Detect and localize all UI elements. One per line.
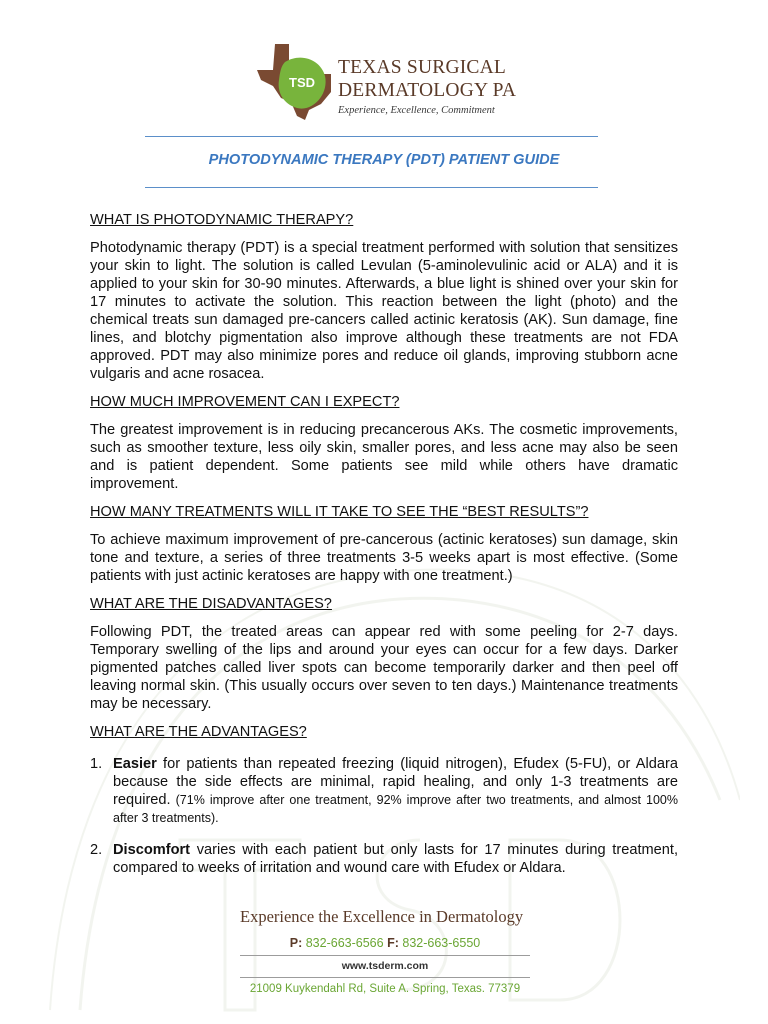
footer-address: 21009 Kuykendahl Rd, Suite A. Spring, Texas. 77379 [249,983,521,995]
phone-number: 832-663-6566 [305,936,384,950]
section-heading: WHAT ARE THE ADVANTAGES? [90,724,307,740]
title-rule-bottom [145,187,598,188]
section-what-is-pdt [90,211,678,383]
document-title: PHOTODYNAMIC THERAPY (PDT) PATIENT GUIDE [208,152,560,168]
list-item-number: 1. [90,756,103,772]
section-heading: WHAT ARE THE DISADVANTAGES? [90,596,332,612]
footer-website[interactable]: www.tsderm.com [341,960,429,972]
list-item-lead: Discomfort [113,842,191,858]
fax-label: F: [387,936,399,950]
list-item-note: (71% improve after one treatment, 92% improve after two treatments, and almost 100% after 3 treatments). [113,793,678,825]
list-item-lead: Easier [113,756,157,772]
phone-label: P: [289,936,303,950]
section-disadvantages [90,595,678,713]
section-heading: WHAT IS PHOTODYNAMIC THERAPY? [90,212,354,228]
fax-number: 832-663-6550 [402,936,481,950]
list-item [90,841,678,877]
list-item-number: 2. [90,842,103,858]
section-paragraph: Following PDT, the treated areas can appear red with some peeling for 2-7 days. Temporary swelling of the lips and around your eyes can occur for a few days. Darker pigmented patches called liver spots can become temporarily darker and then peel off leaving normal skin. (This usually occurs over seven to ten days.) Maintenance treatments may be necessary. [90,624,678,712]
section-paragraph: Photodynamic therapy (PDT) is a special treatment performed with solution that sensitizes your skin to light. The solution is called Levulan (5-aminolevulinic acid or ALA) and it is applied to your skin for 30-90 minutes. Afterwards, a blue light is shined over your skin for 17 minutes to activate the solution. This reaction between the light (photo) and the chemical treats sun damaged pre-cancers called actinic keratosis (AK). Sun damage, fine lines, and blotchy pigmentation also improve although these treatments are not FDA approved. PDT may also minimize pores and reduce oil glands, improving stubborn acne vulgaris and acne rosacea. [90,240,678,382]
list-item-text: varies with each patient but only lasts for 17 minutes during treatment, compared to weeks of irritation and wound care with Efudex or Aldara. [113,842,678,876]
footer-contact-numbers [240,934,530,952]
list-item [90,755,678,827]
list-item-text: for patients than repeated freezing (liquid nitrogen), Efudex (5-FU), or Aldara because the side effects are minimal, rapid healing, and only 1-3 treatments are required. [113,756,678,808]
footer-divider [240,955,530,956]
section-improvement [90,393,678,493]
section-treatments [90,503,678,585]
section-paragraph: To achieve maximum improvement of pre-cancerous (actinic keratoses) sun damage, skin tone and texture, a series of three treatments 3-5 weeks apart is most effective. (Some patients with just actinic keratoses are happy with one treatment.) [90,532,678,584]
practice-logo [255,40,525,125]
logo-name-line2: DERMATOLOGY PA [338,79,517,101]
texas-map-logo-icon [255,40,335,120]
logo-name-line1: TEXAS SURGICAL [338,57,507,78]
section-advantages [90,723,678,877]
footer-divider [240,977,530,978]
footer-tagline: Experience the Excellence in Dermatology [240,907,524,926]
logo-monogram: TSD [289,75,315,90]
section-heading: HOW MANY TREATMENTS WILL IT TAKE TO SEE THE “BEST RESULTS”? [90,504,589,520]
title-rule-top [145,136,598,137]
section-heading: HOW MUCH IMPROVEMENT CAN I EXPECT? [90,394,400,410]
advantages-list [90,755,678,877]
document-footer [240,906,530,998]
section-paragraph: The greatest improvement is in reducing precancerous AKs. The cosmetic improvements, such as smoother texture, less oily skin, smaller pores, and less acne may also be seen and is patient dependent. Some patients see mild while others have dramatic improvement. [90,422,678,492]
document-body [90,211,678,891]
logo-tagline: Experience, Excellence, Commitment [338,105,495,116]
